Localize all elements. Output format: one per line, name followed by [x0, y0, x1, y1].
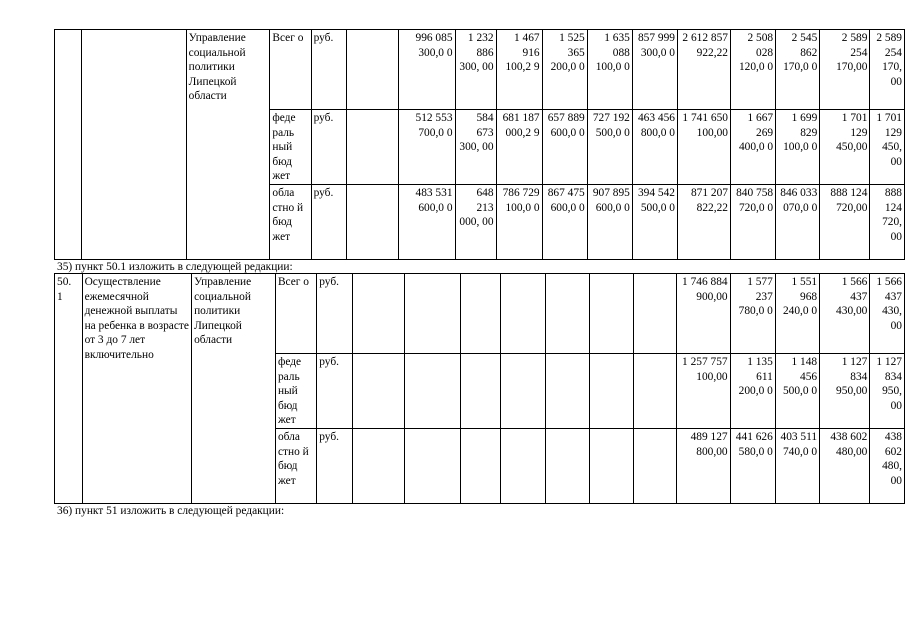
value-cell: [500, 274, 545, 354]
item-code-cell: 50. 1: [55, 274, 83, 504]
unit-cell: руб.: [311, 185, 346, 260]
value-cell: 1 525 365 200,0 0: [542, 30, 587, 110]
table-row: [55, 274, 905, 354]
value-cell: 846 033 070,0 0: [776, 185, 820, 260]
value-cell: [545, 429, 589, 504]
value-cell: [633, 354, 677, 429]
blank-cell: [352, 429, 405, 504]
value-cell: 888 124 720,00: [820, 185, 870, 260]
table-row: [55, 30, 905, 110]
value-cell: [589, 354, 633, 429]
value-cell: 681 187 000,2 9: [496, 110, 542, 185]
document-page: [54, 29, 905, 517]
value-cell: 463 456 800,0 0: [632, 110, 677, 185]
value-cell: 907 895 600,0 0: [587, 185, 632, 260]
value-cell: 403 511 740,0 0: [775, 429, 819, 504]
funding-source-cell: феде раль ный бюд жет: [275, 354, 316, 429]
value-cell: 871 207 822,22: [678, 185, 731, 260]
value-cell: 2 508 028 120,0 0: [730, 30, 775, 110]
value-cell: [589, 429, 633, 504]
value-cell: 438 602 480,00: [820, 429, 870, 504]
value-cell: 1 148 456 500,0 0: [775, 354, 819, 429]
value-cell: 2 589 254 170, 00: [870, 30, 905, 110]
blank-cell: [346, 185, 398, 260]
value-cell: [405, 354, 460, 429]
value-cell: 1 699 829 100,0 0: [776, 110, 820, 185]
value-cell: 1 701 129 450, 00: [870, 110, 905, 185]
value-cell: 394 542 500,0 0: [632, 185, 677, 260]
value-cell: 1 127 834 950,00: [820, 354, 870, 429]
budget-table-2: [54, 273, 905, 504]
budget-table-1: [54, 29, 905, 260]
value-cell: [545, 354, 589, 429]
value-cell: 1 746 884 900,00: [677, 274, 730, 354]
unit-cell: руб.: [311, 30, 346, 110]
funding-source-cell: феде раль ный бюд жет: [270, 110, 311, 185]
unit-cell: руб.: [317, 354, 352, 429]
funding-source-cell: обла стно й бюд жет: [270, 185, 311, 260]
amendment-note-35: 35) пункт 50.1 изложить в следующей редакции:: [57, 261, 293, 273]
value-cell: 2 612 857 922,22: [678, 30, 731, 110]
unit-cell: руб.: [317, 429, 352, 504]
value-cell: 1 551 968 240,0 0: [775, 274, 819, 354]
funding-source-cell: Всег о: [275, 274, 316, 354]
value-cell: 1 467 916 100,2 9: [496, 30, 542, 110]
value-cell: 657 889 600,0 0: [542, 110, 587, 185]
value-cell: 438 602 480, 00: [870, 429, 905, 504]
value-cell: [633, 274, 677, 354]
value-cell: 888 124 720, 00: [870, 185, 905, 260]
blank-cell: [346, 30, 398, 110]
blank-cell: [352, 274, 405, 354]
value-cell: 648 213 000, 00: [455, 185, 496, 260]
value-cell: 512 553 700,0 0: [399, 110, 455, 185]
value-cell: [500, 354, 545, 429]
measure-cell: [81, 30, 186, 260]
value-cell: 840 758 720,0 0: [730, 185, 775, 260]
value-cell: 2 545 862 170,0 0: [776, 30, 820, 110]
value-cell: 1 701 129 450,00: [820, 110, 870, 185]
funding-source-cell: Всег о: [270, 30, 311, 110]
unit-cell: руб.: [317, 274, 352, 354]
value-cell: 1 741 650 100,00: [678, 110, 731, 185]
measure-cell: Осуществление ежемесячной денежной выплаты на ребенка в возрасте от 3 до 7 лет включительно: [82, 274, 192, 504]
value-cell: [405, 429, 460, 504]
value-cell: 489 127 800,00: [677, 429, 730, 504]
value-cell: 786 729 100,0 0: [496, 185, 542, 260]
funding-source-cell: обла стно й бюд жет: [275, 429, 316, 504]
amendment-note-36: 36) пункт 51 изложить в следующей редакции:: [57, 505, 285, 517]
value-cell: 1 127 834 950, 00: [870, 354, 905, 429]
value-cell: 2 589 254 170,00: [820, 30, 870, 110]
value-cell: [405, 274, 460, 354]
executor-cell: Управление социальной политики Липецкой области: [192, 274, 276, 504]
value-cell: 1 566 437 430, 00: [870, 274, 905, 354]
value-cell: 1 232 886 300, 00: [455, 30, 496, 110]
value-cell: [633, 429, 677, 504]
blank-cell: [346, 110, 398, 185]
value-cell: 1 566 437 430,00: [820, 274, 870, 354]
value-cell: 1 635 088 100,0 0: [587, 30, 632, 110]
executor-cell: Управление социальной политики Липецкой области: [186, 30, 270, 260]
value-cell: [460, 429, 500, 504]
value-cell: 1 667 269 400,0 0: [730, 110, 775, 185]
value-cell: 483 531 600,0 0: [399, 185, 455, 260]
value-cell: 441 626 580,0 0: [730, 429, 775, 504]
value-cell: 1 577 237 780,0 0: [730, 274, 775, 354]
unit-cell: руб.: [311, 110, 346, 185]
value-cell: [460, 354, 500, 429]
value-cell: [460, 274, 500, 354]
value-cell: 1 135 611 200,0 0: [730, 354, 775, 429]
item-code-cell: [55, 30, 82, 260]
value-cell: 727 192 500,0 0: [587, 110, 632, 185]
value-cell: [545, 274, 589, 354]
blank-cell: [352, 354, 405, 429]
value-cell: 584 673 300, 00: [455, 110, 496, 185]
value-cell: 996 085 300,0 0: [399, 30, 455, 110]
value-cell: 1 257 757 100,00: [677, 354, 730, 429]
value-cell: 857 999 300,0 0: [632, 30, 677, 110]
value-cell: 867 475 600,0 0: [542, 185, 587, 260]
value-cell: [500, 429, 545, 504]
value-cell: [589, 274, 633, 354]
